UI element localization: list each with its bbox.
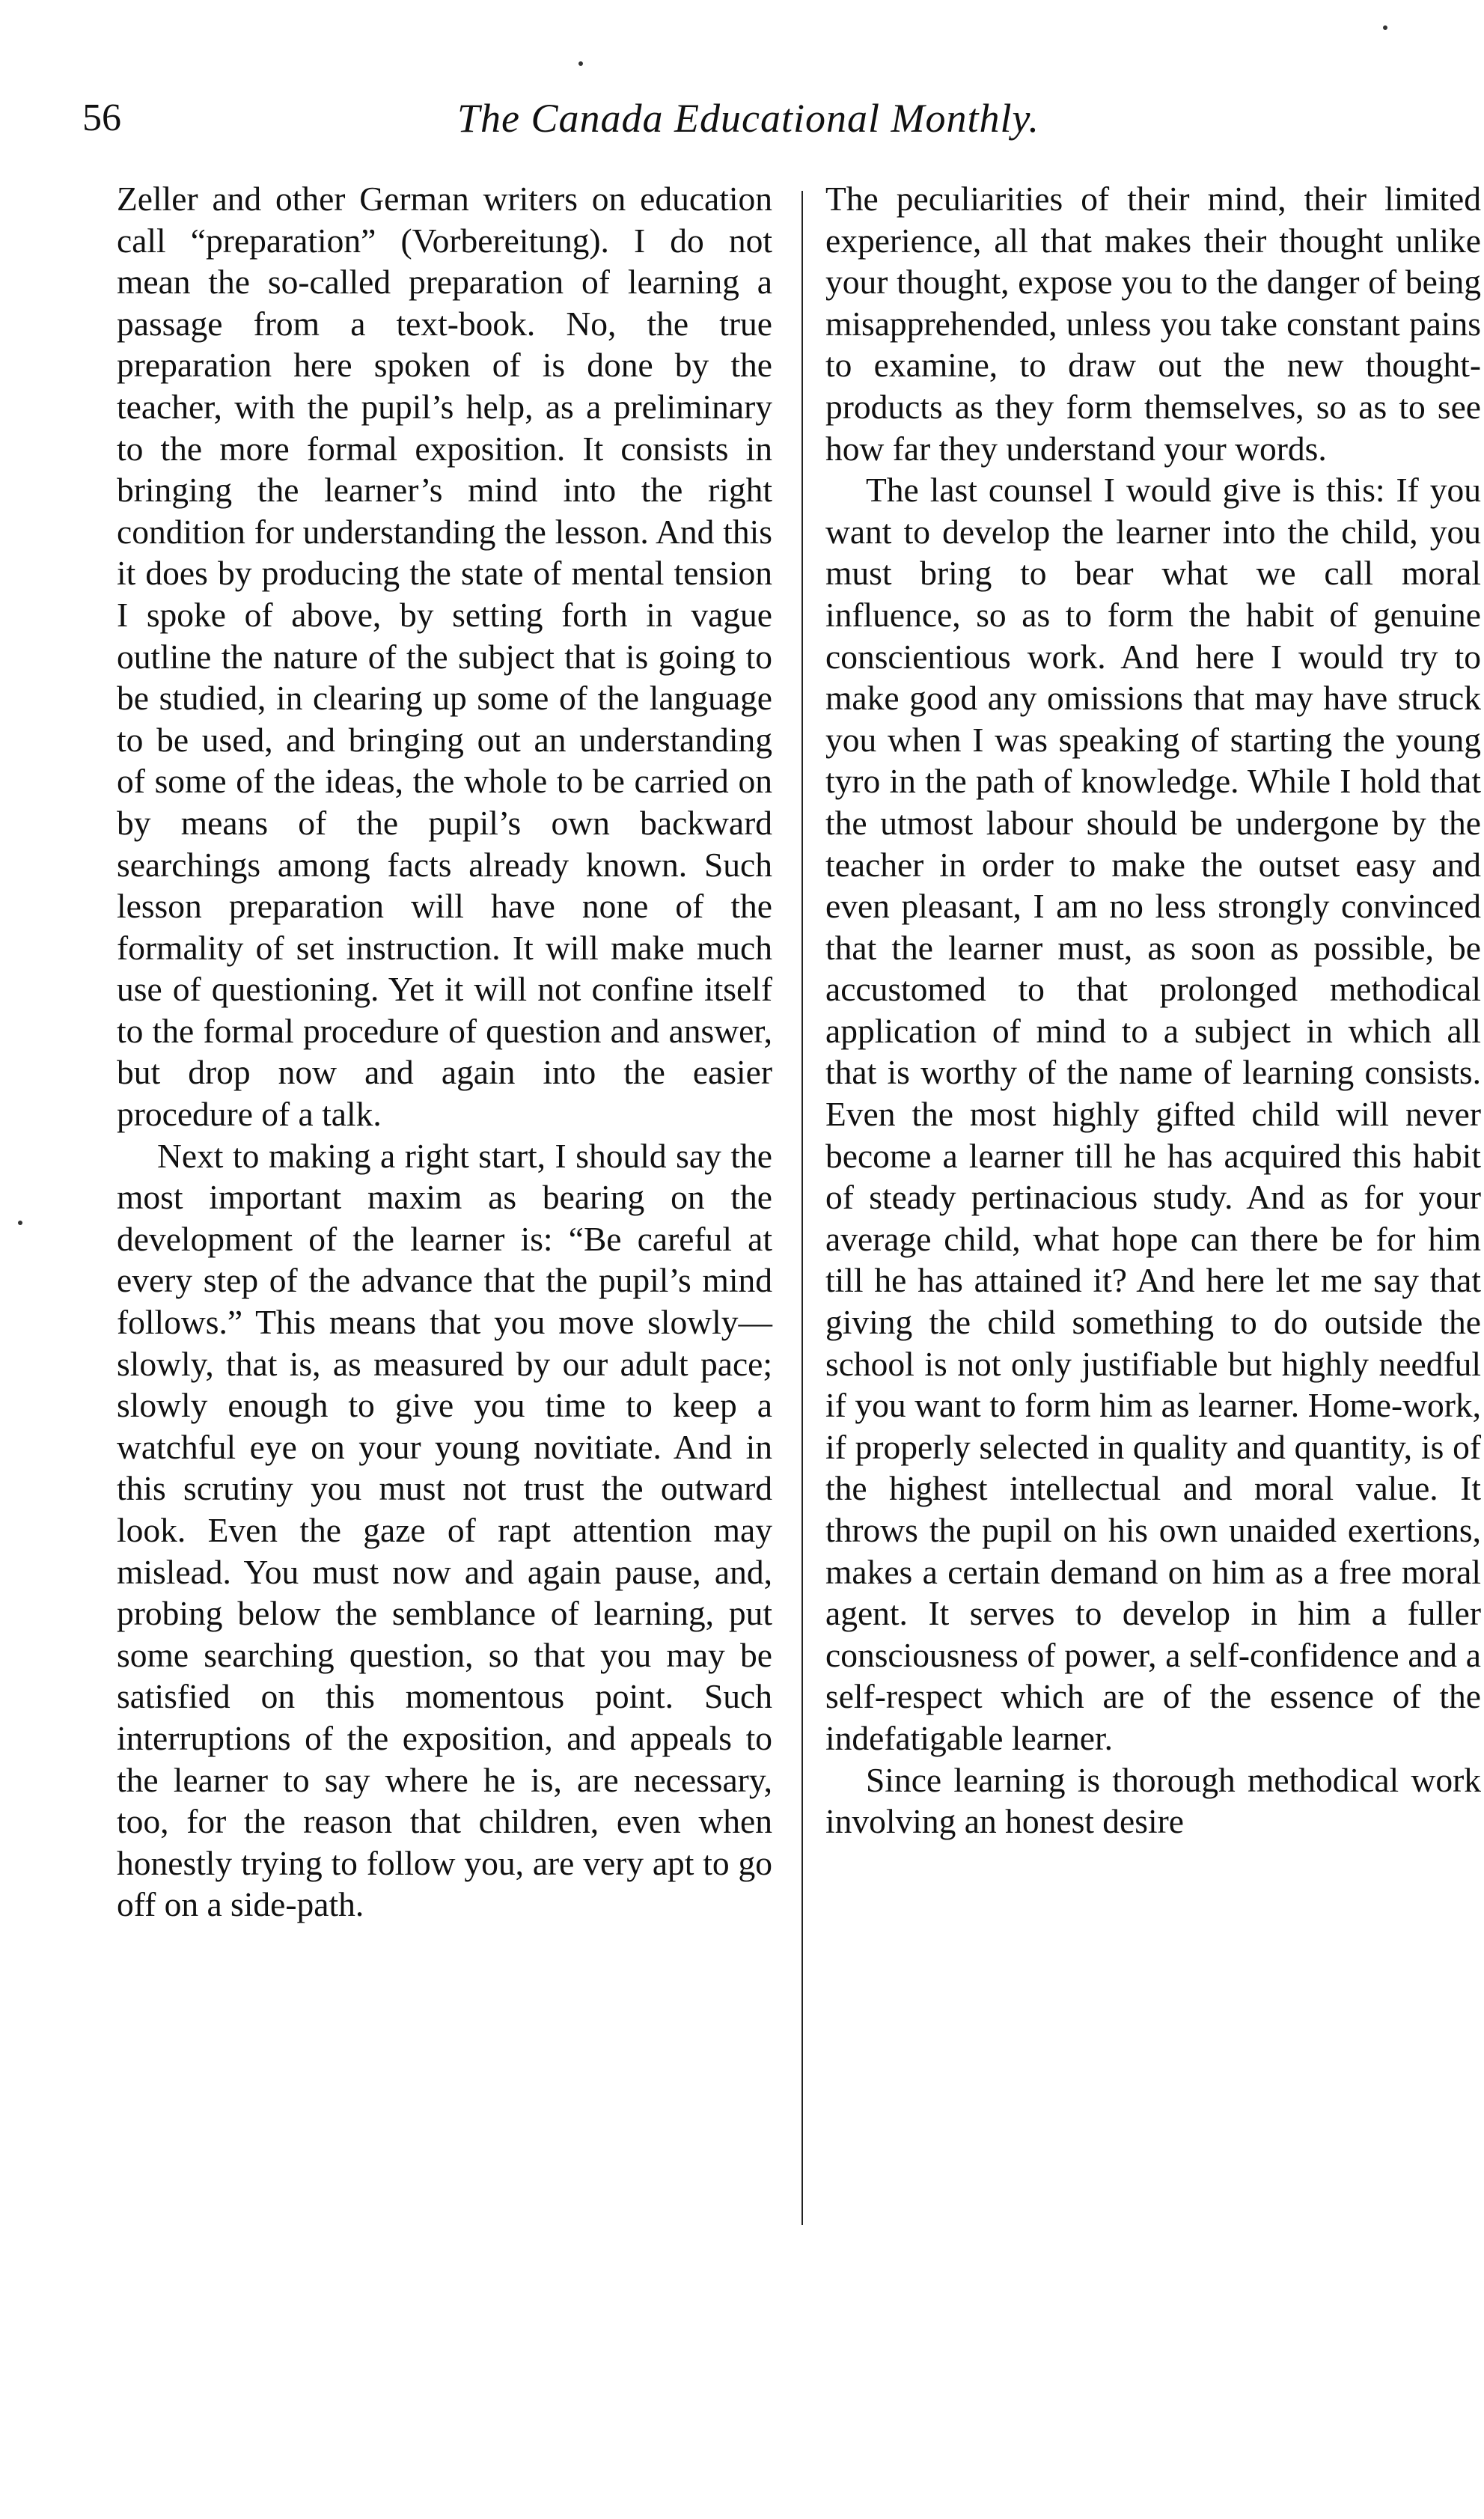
left-paragraph-1: Zeller and other German writers on education call “preparation” (Vorbereitung). I do not mean the so-called preparation of learning a passage from a text-book. No, the true preparation here spoken of is done by the teacher, with the pupil’s help, as a preliminary to the more formal exposition. It consists in bringing the learner’s mind into the right condition for understanding the lesson. And this it does by producing the state of mental tension I spoke of above, by setting forth in vague outline the nature of the subject that is going to be studied, in clearing up some of the language to be used, and bringing out an understanding of some of the ideas, the whole to be carried on by means of the pupil’s own backward searchings among facts already known. Such lesson preparation will have none of the formality of set instruction. It will make much use of questioning. Yet it will not confine itself to the formal procedure of question and answer, but drop now and again into the easier procedure of a talk.: [117, 180, 772, 1134]
left-column: [117, 178, 772, 1926]
right-paragraph-1: The peculiarities of their mind, their limited experience, all that makes their thought unlike your thought, expose you to the danger of being misapprehended, unless you take constant pains to examine, to draw out the new thought-products as they form themselves, so as to see how far they understand your words.: [825, 180, 1481, 468]
page-header: [82, 96, 1414, 156]
print-speck: [578, 61, 583, 66]
column-divider: [801, 191, 803, 2225]
running-title: The Canada Educational Monthly.: [457, 96, 1039, 141]
print-speck: [1383, 25, 1387, 30]
right-paragraph-3: Since learning is thorough methodical work involving an honest desire: [825, 1760, 1481, 1841]
left-paragraph-2: Next to making a right start, I should say the most important maxim as bearing on the development of the learner is: “Be careful at every step of the advance that the pupil’s mind follows.” This means that you move slowly—slowly, that is, as measured by our adult pace; slowly enough to give you time to keep a watchful eye on your young novitiate. And in this scrutiny you must not trust the outward look. Even the gaze of rapt attention may mislead. You must now and again pause, and, probing below the semblance of learning, put some searching question, so that you may be satisfied on this momentous point. Such interruptions of the exposition, and appeals to the learner to say where he is, are necessary, too, for the reason that children, even when honestly trying to follow you, are very apt to go off on a side-path.: [117, 1136, 772, 1924]
right-paragraph-2: The last counsel I would give is this: If you want to develop the learner into the child, you must bring to bear what we call moral influence, so as to form the habit of genuine conscientious work. And here I would try to make good any omissions that may have struck you when I was speaking of starting the young tyro in the path of knowledge. While I hold that the utmost labour should be undergone by the teacher in order to make the outset easy and even pleasant, I am no less strongly convinced that the learner must, as soon as possible, be accustomed to that prolonged methodical application of mind to a subject in which all that is worthy of the name of learning consists. Even the most highly gifted child will never become a learner till he has acquired this habit of steady pertinacious study. And as for your average child, what hope can there be for him till he has attained it? And here let me say that giving the child something to do outside the school is not only justifiable but highly needful if you want to form him as learner. Home-work, if properly selected in quality and quantity, is of the highest intellectual and moral value. It throws the pupil on his own unaided exertions, makes a certain demand on him as a free moral agent. It serves to develop in him a fuller consciousness of power, a self-confidence and a self-respect which are of the essence of the indefatigable learner.: [825, 471, 1481, 1757]
page-number: 56: [82, 97, 121, 139]
print-speck: [18, 1221, 22, 1225]
right-column: [825, 178, 1481, 1842]
